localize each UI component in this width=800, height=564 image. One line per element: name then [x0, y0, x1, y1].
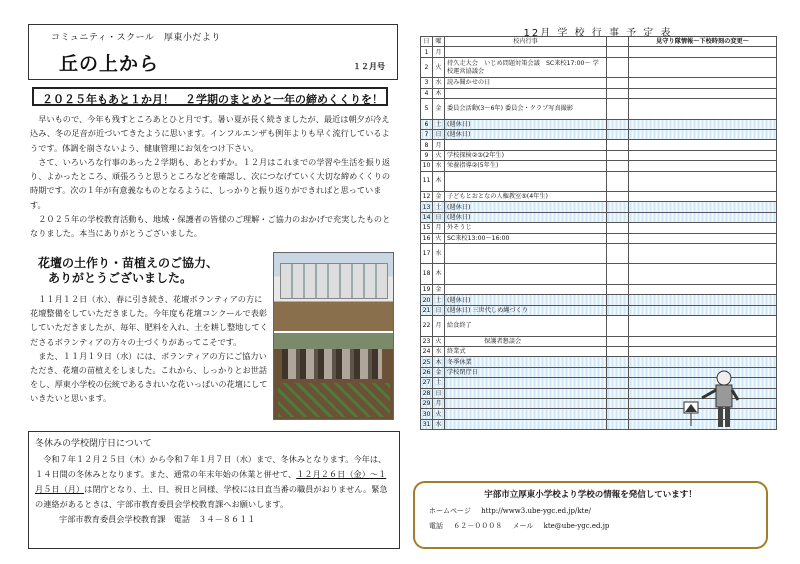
calendar-event-cell: [445, 388, 607, 398]
calendar-event-cell: 学校探検②③(2年生): [445, 150, 607, 160]
calendar-dow-cell: 金: [433, 367, 445, 377]
calendar-event-cell: [445, 171, 607, 192]
calendar-blank-cell: [607, 202, 629, 212]
calendar-watch-cell: [629, 161, 777, 171]
calendar-dow-cell: 水: [433, 347, 445, 357]
calendar-dow-cell: 日: [433, 212, 445, 222]
calendar-day-cell: 15: [421, 223, 433, 233]
calendar-blank-cell: [607, 398, 629, 408]
calendar-blank-cell: [607, 316, 629, 337]
headline: ２０２５年もあと１か月！ ２学期のまとめと一年の締めくくりを！: [32, 87, 388, 106]
calendar-day-cell: 23: [421, 336, 433, 346]
calendar-watch-cell: [629, 171, 777, 192]
calendar-event-cell: [445, 378, 607, 388]
calendar-event-cell: [445, 409, 607, 419]
calendar-day-cell: 30: [421, 409, 433, 419]
calendar-event-cell: 読み聞かせの日: [445, 78, 607, 88]
garden-photos: [273, 252, 394, 420]
calendar-blank-cell: [607, 295, 629, 305]
calendar-dow-cell: 月: [433, 140, 445, 150]
calendar-day-cell: 5: [421, 99, 433, 120]
planting-photo: [274, 333, 393, 420]
calendar-row: [421, 171, 777, 192]
calendar-blank-cell: [607, 78, 629, 88]
calendar-dow-cell: 金: [433, 99, 445, 120]
calendar-blank-cell: [607, 140, 629, 150]
calendar-row: [421, 192, 777, 202]
calendar-watch-cell: [629, 140, 777, 150]
school-info-box: [413, 481, 768, 549]
calendar-day-cell: 4: [421, 88, 433, 98]
header-watch: 見守り隊情報～下校時刻の変更～: [629, 37, 777, 47]
calendar-dow-cell: 月: [433, 398, 445, 408]
warning-sign-icon: [684, 402, 698, 426]
calendar-dow-cell: 土: [433, 202, 445, 212]
calendar-day-cell: 21: [421, 305, 433, 315]
calendar-dow-cell: 月: [433, 223, 445, 233]
calendar-row: [421, 336, 777, 346]
homepage-link[interactable]: http://www3.ube-ygc.ed.jp/kte/: [481, 507, 591, 515]
calendar-watch-cell: [629, 347, 777, 357]
mail-link[interactable]: kte@ube-ygc.ed.jp: [543, 522, 610, 530]
calendar-blank-cell: [607, 409, 629, 419]
calendar-watch-cell: [629, 305, 777, 315]
calendar-day-cell: 10: [421, 161, 433, 171]
header-blank: [607, 37, 629, 47]
calendar-event-cell: [445, 264, 607, 285]
calendar-blank-cell: [607, 119, 629, 129]
calendar-blank-cell: [607, 192, 629, 202]
calendar-dow-cell: 土: [433, 378, 445, 388]
calendar-row: [421, 223, 777, 233]
calendar-blank-cell: [607, 223, 629, 233]
calendar-event-cell: (週休日) 三世代しめ縄づくり: [445, 305, 607, 315]
garden-heading-line2: ありがとうございました。: [48, 271, 193, 285]
calendar-dow-cell: 月: [433, 47, 445, 57]
notice-closure-dates: １２月２６日（金）～１月５日（月）: [35, 469, 387, 494]
calendar-blank-cell: [607, 284, 629, 294]
garden-heading: [38, 256, 268, 286]
calendar-row: [421, 305, 777, 315]
phone-number: ６２－０００８: [453, 522, 503, 530]
calendar-row: [421, 295, 777, 305]
calendar-row: [421, 78, 777, 88]
calendar-blank-cell: [607, 129, 629, 139]
calendar-day-cell: 14: [421, 212, 433, 222]
calendar-day-cell: 31: [421, 419, 433, 429]
crossing-guard-icon: [702, 371, 738, 427]
calendar-row: [421, 212, 777, 222]
calendar-event-cell: (週休日): [445, 119, 607, 129]
calendar-row: [421, 140, 777, 150]
calendar-event-cell: 保護者懇談会: [445, 336, 607, 346]
calendar-dow-cell: 土: [433, 119, 445, 129]
garden-paragraph: また、１１月１９日（水）には、ボランティアの方にご協力いただき、花壇の苗植えをしました。これから、しっかりとお世話をし、厚東小学校の伝統であるきれいな花いっぱいの花壇にしていきたいと思います。: [30, 350, 268, 404]
calendar-watch-cell: [629, 243, 777, 264]
calendar-watch-cell: [629, 316, 777, 337]
calendar-day-cell: 7: [421, 129, 433, 139]
calendar-blank-cell: [607, 88, 629, 98]
calendar-day-cell: 20: [421, 295, 433, 305]
school-building-photo: [274, 253, 393, 331]
school-line: コミュニティ・スクール 厚東小だより: [51, 33, 221, 43]
masthead: [28, 24, 398, 80]
calendar-event-cell: (週休日): [445, 295, 607, 305]
calendar-blank-cell: [607, 336, 629, 346]
calendar-dow-cell: 火: [433, 336, 445, 346]
calendar-blank-cell: [607, 419, 629, 429]
mail-label: メール: [512, 522, 534, 530]
calendar-row: [421, 347, 777, 357]
calendar-day-cell: 3: [421, 78, 433, 88]
calendar-day-cell: 27: [421, 378, 433, 388]
calendar-blank-cell: [607, 357, 629, 367]
calendar-watch-cell: [629, 264, 777, 285]
intro-paragraph: 早いもので、今年も残すところあとひと月です。暑い夏が長く続きましたが、最近は朝夕が冷え込み、冬の足音が近づいてきたように思います。インフルエンザも例年よりも早く流行しているようです。体調を崩さないよう、健康管理にお気をつけ下さい。: [30, 114, 390, 153]
calendar-day-cell: 24: [421, 347, 433, 357]
calendar-event-cell: 委員会活動(3～6年) 委員会・クラブ写真撮影: [445, 99, 607, 120]
calendar-blank-cell: [607, 243, 629, 264]
calendar-row: [421, 316, 777, 337]
calendar-row: [421, 243, 777, 264]
homepage-label: ホームページ: [429, 507, 471, 515]
calendar-event-cell: 学校閉庁日: [445, 367, 607, 377]
calendar-day-cell: 28: [421, 388, 433, 398]
calendar-blank-cell: [607, 305, 629, 315]
calendar-dow-cell: 水: [433, 78, 445, 88]
calendar-blank-cell: [607, 264, 629, 285]
contact-line: [429, 521, 752, 531]
calendar-event-cell: [445, 140, 607, 150]
intro-article: [30, 112, 392, 241]
calendar-watch-cell: [629, 233, 777, 243]
garden-paragraph: １１月１２日（水）、春に引き続き、花壇ボランティアの方に花壇整備をしていただきました。今年度も花壇コンクールで表彰していただきましたが、毎年、肥料を入れ、土を耕し整地してくださるボランティアの方々の土づくりがあってこそです。: [30, 294, 268, 347]
calendar-event-cell: 冬季休業: [445, 357, 607, 367]
calendar-row: [421, 233, 777, 243]
info-heading: 宇部市立厚東小学校より学校の情報を発信しています！: [484, 490, 697, 500]
calendar-row: [421, 202, 777, 212]
calendar-row: [421, 150, 777, 160]
intro-paragraph: さて、いろいろな行事のあった２学期も、あとわずか。１２月はこれまでの学習や生活を振り返り、よかったところ、頑張ろうと思うところなどを確認し、次につなげていく大切な締めくくりの時期です。次の１年が有意義なものとなるように、しっかりと振り返りができればと思っています。: [30, 156, 391, 210]
calendar-event-cell: 栄養指導②(5年生): [445, 161, 607, 171]
homepage-line: [429, 506, 752, 516]
calendar-dow-cell: 土: [433, 295, 445, 305]
calendar-watch-cell: [629, 202, 777, 212]
calendar-watch-cell: [629, 57, 777, 78]
calendar-row: [421, 284, 777, 294]
calendar-blank-cell: [607, 161, 629, 171]
calendar-event-cell: (週休日): [445, 129, 607, 139]
calendar-blank-cell: [607, 388, 629, 398]
calendar-event-cell: 外そうじ: [445, 223, 607, 233]
calendar-row: [421, 129, 777, 139]
calendar-day-cell: 1: [421, 47, 433, 57]
calendar-event-cell: [445, 88, 607, 98]
calendar-watch-cell: [629, 78, 777, 88]
notice-text-part: 令和７年１２月２５日（木）から令和７年１月７日（水）まで、冬休みとなります。今年は、１４日間の冬休みとなります。また、通常の年末年始の休業と併せて、: [35, 454, 387, 479]
garden-heading-line1: 花壇の土作り・苗植えのご協力、: [38, 256, 219, 270]
calendar-dow-cell: 金: [433, 284, 445, 294]
calendar-day-cell: 19: [421, 284, 433, 294]
notice-title: 冬休みの学校閉庁日について: [35, 439, 152, 449]
calendar-day-cell: 13: [421, 202, 433, 212]
calendar-event-cell: [445, 398, 607, 408]
calendar-dow-cell: 火: [433, 57, 445, 78]
calendar-blank-cell: [607, 367, 629, 377]
calendar-event-cell: [445, 47, 607, 57]
calendar-event-cell: (週休日): [445, 212, 607, 222]
calendar-watch-cell: [629, 192, 777, 202]
calendar-dow-cell: 月: [433, 316, 445, 337]
calendar-event-cell: 持久走大会 いじめ問題対策会議 SC来校17:00～ 学校運営協議会: [445, 57, 607, 78]
calendar-blank-cell: [607, 47, 629, 57]
calendar-day-cell: 25: [421, 357, 433, 367]
calendar-day-cell: 22: [421, 316, 433, 337]
calendar-dow-cell: 水: [433, 243, 445, 264]
calendar-day-cell: 12: [421, 192, 433, 202]
calendar-watch-cell: [629, 357, 777, 367]
header-events: 校内行事: [445, 37, 607, 47]
calendar-dow-cell: 木: [433, 357, 445, 367]
calendar-blank-cell: [607, 212, 629, 222]
calendar-event-cell: [445, 419, 607, 429]
calendar-row: [421, 88, 777, 98]
calendar-day-cell: 2: [421, 57, 433, 78]
calendar-dow-cell: 木: [433, 264, 445, 285]
calendar-blank-cell: [607, 378, 629, 388]
phone-label: 電話: [429, 522, 443, 530]
calendar-watch-cell: [629, 88, 777, 98]
calendar-watch-cell: [629, 336, 777, 346]
calendar-day-cell: 8: [421, 140, 433, 150]
calendar-watch-cell: [629, 129, 777, 139]
notice-text-part: は閉庁となり、土、日、祝日と同様、学校には日直当番の職員がおりません。緊急の連絡があるときは、宇部市教育委員会学校教育課へお願いします。: [35, 484, 388, 509]
calendar-header-row: [421, 37, 777, 47]
newsletter-title: 丘の上から: [59, 53, 160, 75]
calendar-watch-cell: [629, 150, 777, 160]
calendar-dow-cell: 金: [433, 192, 445, 202]
calendar-watch-cell: [629, 223, 777, 233]
issue-label: １２月号: [353, 62, 385, 71]
calendar-dow-cell: 水: [433, 419, 445, 429]
intro-paragraph: ２０２５年の学校教育活動も、地域・保護者の皆様のご理解・ご協力のおかげで充実したものとなりました。本当にありがとうございました。: [30, 214, 391, 239]
calendar-blank-cell: [607, 150, 629, 160]
calendar-day-cell: 26: [421, 367, 433, 377]
calendar-row: [421, 47, 777, 57]
garden-article: [30, 292, 270, 406]
calendar-blank-cell: [607, 171, 629, 192]
calendar-event-cell: [445, 243, 607, 264]
calendar-watch-cell: [629, 295, 777, 305]
calendar-row: [421, 119, 777, 129]
calendar-row: [421, 99, 777, 120]
notice-contact: 宇部市教育委員会学校教育課 電話 ３４－８６１１: [59, 514, 256, 524]
calendar-row: [421, 264, 777, 285]
calendar-dow-cell: 火: [433, 150, 445, 160]
calendar-dow-cell: 水: [433, 161, 445, 171]
calendar-watch-cell: [629, 99, 777, 120]
calendar-row: [421, 357, 777, 367]
calendar-day-cell: 29: [421, 398, 433, 408]
calendar-blank-cell: [607, 347, 629, 357]
calendar-row: [421, 161, 777, 171]
calendar-event-cell: [445, 284, 607, 294]
calendar-watch-cell: [629, 47, 777, 57]
calendar-dow-cell: 木: [433, 171, 445, 192]
header-dow: 曜: [433, 37, 445, 47]
calendar-day-cell: 18: [421, 264, 433, 285]
notice-text: [35, 452, 393, 512]
header-day: 日: [421, 37, 433, 47]
calendar-event-cell: 終業式: [445, 347, 607, 357]
crossing-guard-illustration: [680, 368, 760, 434]
calendar-blank-cell: [607, 233, 629, 243]
calendar-dow-cell: 木: [433, 88, 445, 98]
closure-notice: [28, 431, 400, 549]
calendar-watch-cell: [629, 212, 777, 222]
calendar-day-cell: 11: [421, 171, 433, 192]
calendar-event-cell: 子どもとおとなの人権教室⑤(4年生): [445, 192, 607, 202]
calendar-day-cell: 17: [421, 243, 433, 264]
calendar-day-cell: 6: [421, 119, 433, 129]
calendar-dow-cell: 火: [433, 233, 445, 243]
calendar-blank-cell: [607, 57, 629, 78]
calendar-row: [421, 57, 777, 78]
calendar-dow-cell: 日: [433, 388, 445, 398]
calendar-day-cell: 16: [421, 233, 433, 243]
calendar-dow-cell: 火: [433, 409, 445, 419]
calendar-dow-cell: 日: [433, 129, 445, 139]
calendar-event-cell: 給食終了: [445, 316, 607, 337]
calendar-title: 12月 学 校 行 事 予 定 表: [523, 28, 673, 39]
calendar-event-cell: (週休日): [445, 202, 607, 212]
calendar-blank-cell: [607, 99, 629, 120]
calendar-watch-cell: [629, 284, 777, 294]
calendar-watch-cell: [629, 119, 777, 129]
calendar-event-cell: SC来校13:00～16:00: [445, 233, 607, 243]
calendar-dow-cell: 日: [433, 305, 445, 315]
calendar-day-cell: 9: [421, 150, 433, 160]
